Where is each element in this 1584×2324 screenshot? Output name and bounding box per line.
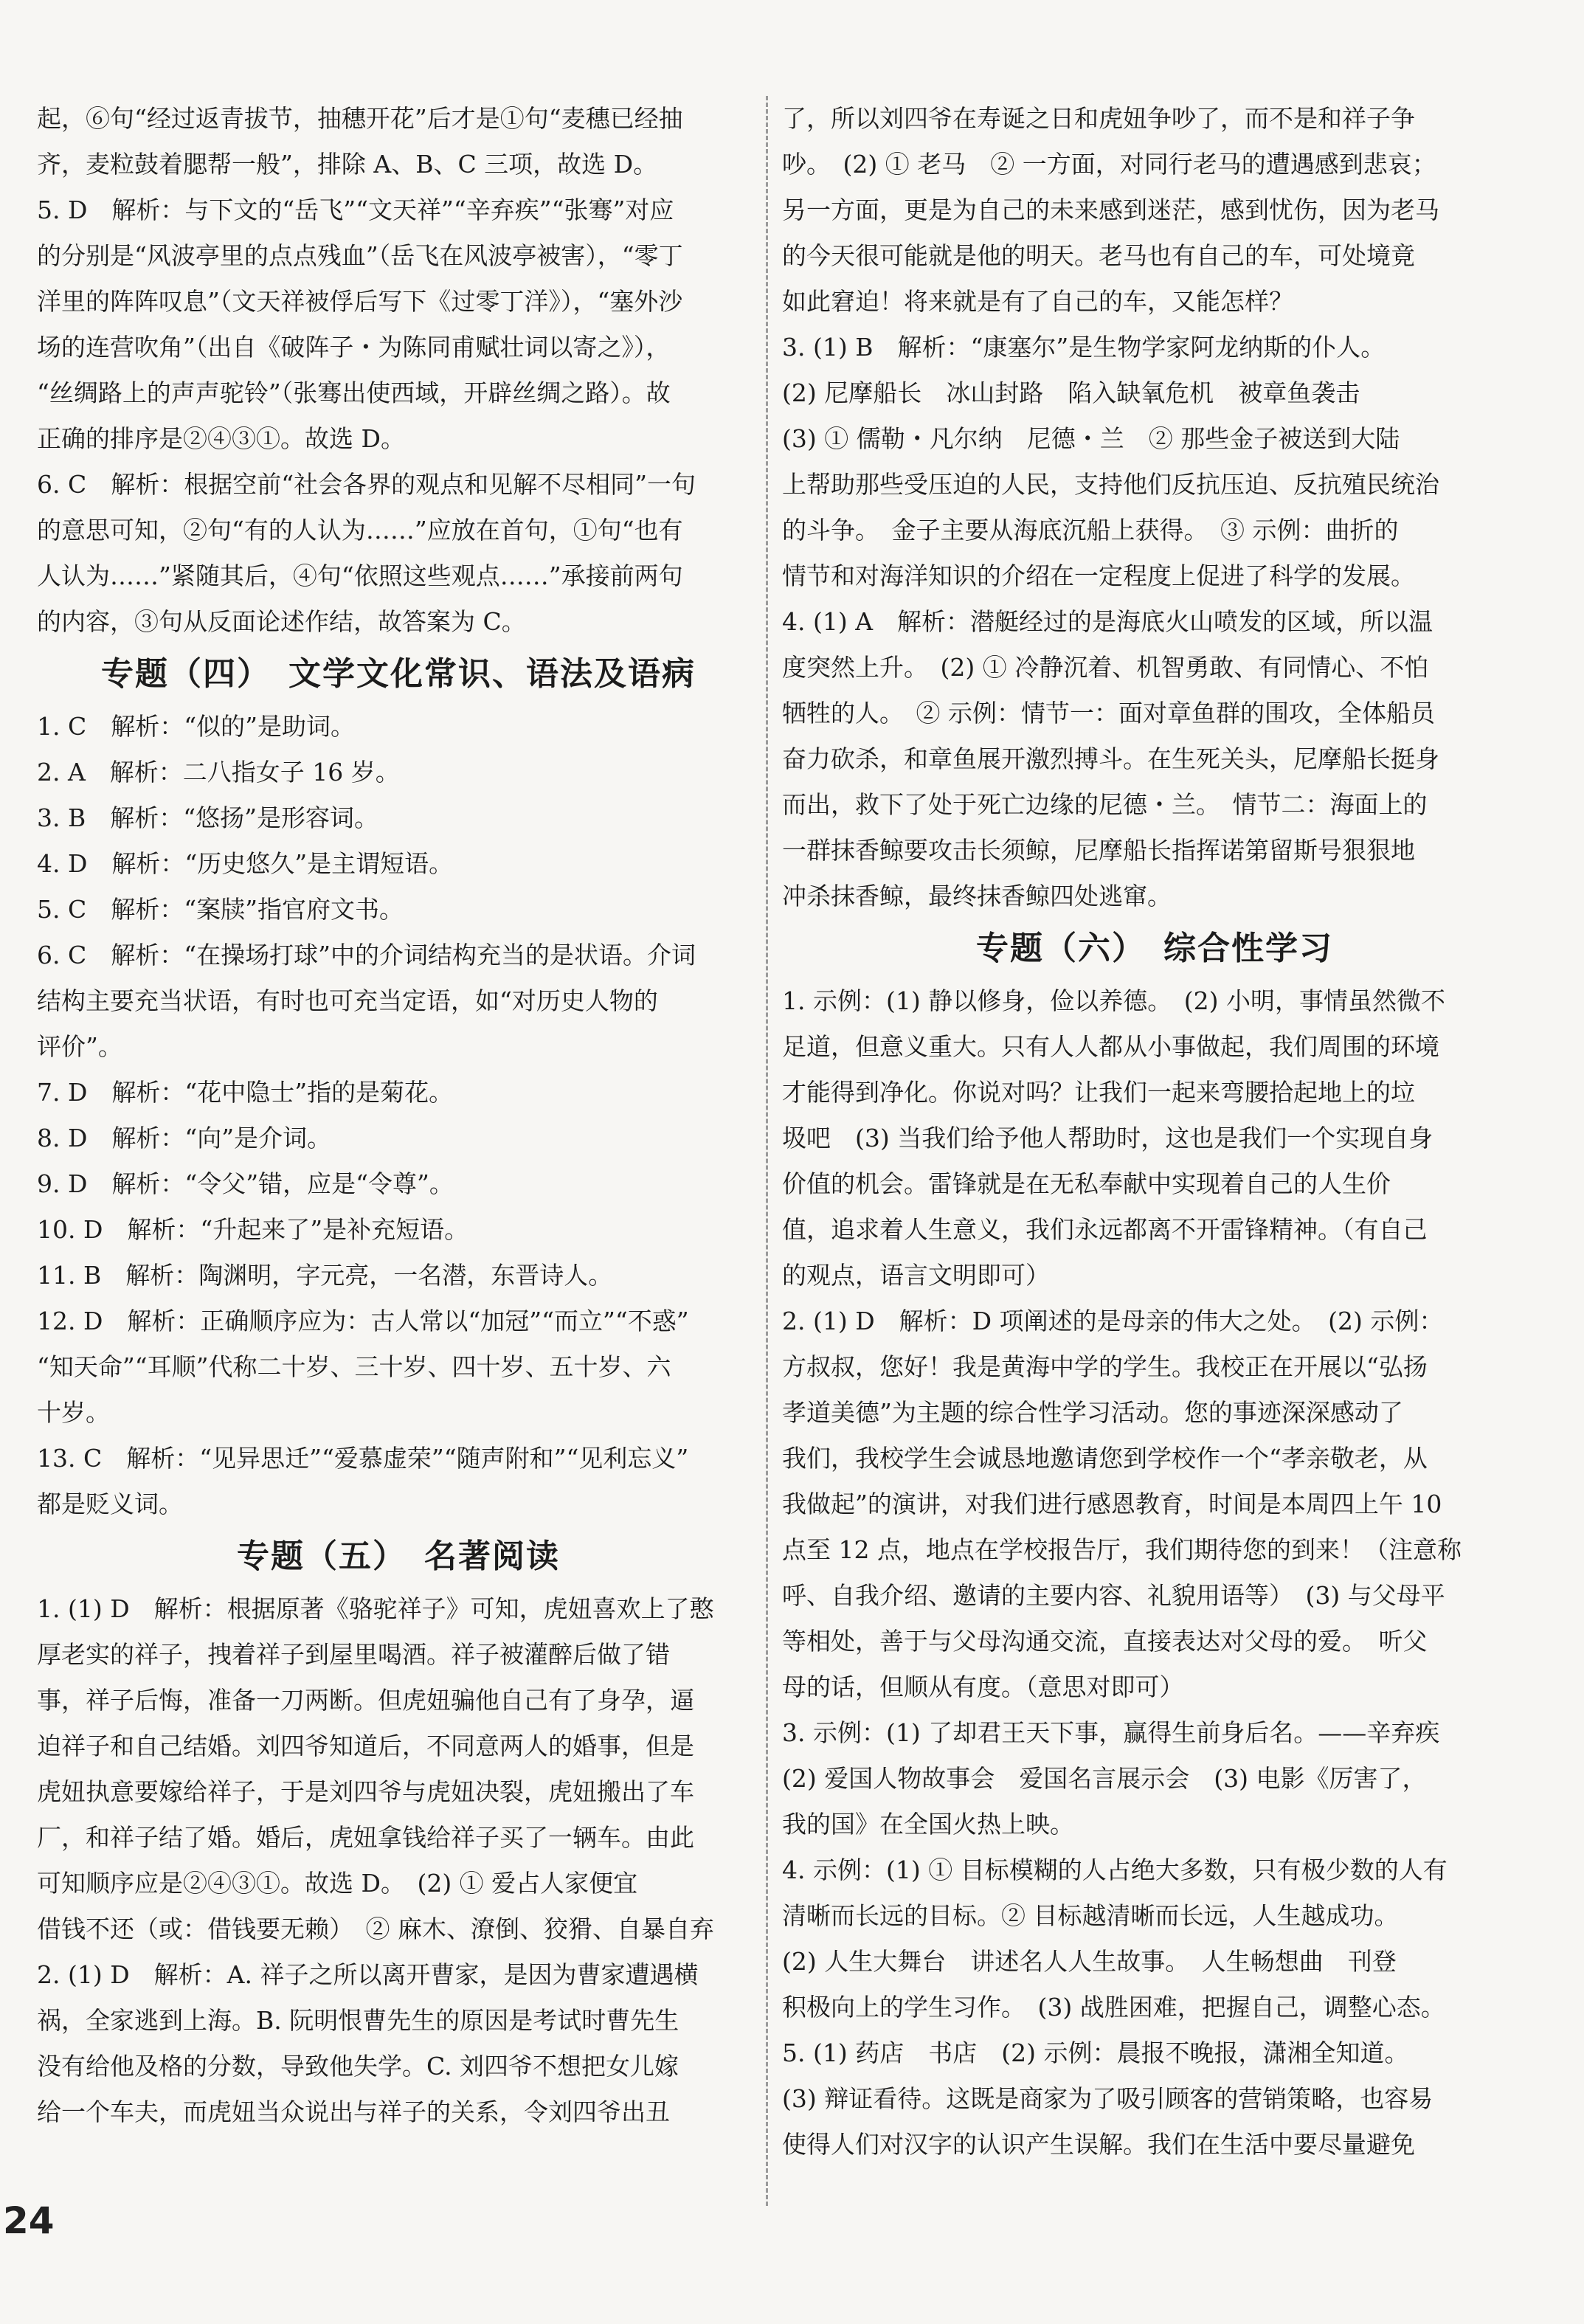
text-line: 的分别是“风波亭里的点点残血”（岳飞在风波亭被害），“零丁 bbox=[37, 241, 683, 270]
text-line: 5. D 解析：与下文的“岳飞”“文天祥”“辛弃疾”“张骞”对应 bbox=[37, 196, 674, 224]
column-divider bbox=[766, 96, 768, 2206]
text-line: 积极向上的学生习作。 (3) 战胜困难，把握自己，调整心态。 bbox=[782, 1993, 1445, 2022]
section-heading: 专题（四） 文学文化常识、语法及语病 bbox=[101, 655, 696, 693]
text-line: 7. D 解析：“花中隐士”指的是菊花。 bbox=[37, 1078, 454, 1107]
text-line: 都是贬义词。 bbox=[37, 1490, 183, 1518]
text-line: 1. 示例：(1) 静以修身，俭以养德。 (2) 小明，事情虽然微不 bbox=[782, 986, 1445, 1015]
text-line: 可知顺序应是②④③①。故选 D。 (2) ① 爱占人家便宜 bbox=[37, 1869, 638, 1898]
text-line: 如此窘迫！将来就是有了自己的车，又能怎样？ bbox=[782, 287, 1293, 316]
text-line: “知天命”“耳顺”代称二十岁、三十岁、四十岁、五十岁、六 bbox=[37, 1352, 671, 1381]
text-line: 给一个车夫，而虎妞当众说出与祥子的关系，令刘四爷出丑 bbox=[37, 2098, 670, 2126]
text-line: 厂，和祥子结了婚。婚后，虎妞拿钱给祥子买了一辆车。由此 bbox=[37, 1823, 694, 1852]
page-number: 24 bbox=[3, 2199, 55, 2242]
text-line: 呼、自我介绍、邀请的主要内容、礼貌用语等） (3) 与父母平 bbox=[782, 1581, 1445, 1610]
text-line: 1. (1) D 解析：根据原著《骆驼祥子》可知，虎妞喜欢上了憨 bbox=[37, 1594, 714, 1623]
text-line: 值，追求着人生意义，我们永远都离不开雷锋精神。（有自己 bbox=[782, 1215, 1428, 1244]
text-line: 的斗争。 金子主要从海底沉船上获得。 ③ 示例：曲折的 bbox=[782, 516, 1399, 544]
text-line: 事，祥子后悔，准备一刀两断。但虎妞骗他自己有了身孕，逼 bbox=[37, 1686, 694, 1715]
text-line: 度突然上升。 (2) ① 冷静沉着、机智勇敢、有同情心、不怕 bbox=[782, 653, 1429, 682]
text-line: 方叔叔，您好！我是黄海中学的学生。我校正在开展以“弘扬 bbox=[782, 1352, 1428, 1381]
text-line: 6. C 解析：根据空前“社会各界的观点和见解不尽相同”一句 bbox=[37, 470, 696, 499]
text-line: 的内容，③句从反面论述作结，故答案为 C。 bbox=[37, 607, 526, 636]
text-line: 起，⑥句“经过返青拔节，抽穗开花”后才是①句“麦穗已经抽 bbox=[37, 104, 683, 133]
text-line: 3. (1) B 解析：“康塞尔”是生物学家阿龙纳斯的仆人。 bbox=[782, 333, 1386, 362]
text-line: (2) 人生大舞台 讲述名人人生故事。 人生畅想曲 刊登 bbox=[782, 1947, 1397, 1976]
text-line: 足道，但意义重大。只有人人都从小事做起，我们周围的环境 bbox=[782, 1032, 1439, 1061]
text-line: 了，所以刘四爷在寿诞之日和虎妞争吵了，而不是和祥子争 bbox=[782, 104, 1415, 133]
text-line: 牺牲的人。 ② 示例：情节一：面对章鱼群的围攻，全体船员 bbox=[782, 699, 1435, 727]
text-line: 一群抹香鲸要攻击长须鲸，尼摩船长指挥诺第留斯号狠狠地 bbox=[782, 836, 1415, 865]
text-line: 正确的排序是②④③①。故选 D。 bbox=[37, 424, 405, 453]
text-line: “丝绸路上的声声驼铃”（张骞出使西域，开辟丝绸之路）。故 bbox=[37, 378, 671, 407]
text-line: 虎妞执意要嫁给祥子，于是刘四爷与虎妞决裂，虎妞搬出了车 bbox=[37, 1777, 694, 1806]
text-line: 点至 12 点，地点在学校报告厅，我们期待您的到来！（注意称 bbox=[782, 1535, 1462, 1564]
text-line: 我做起”的演讲，对我们进行感恩教育，时间是本周四上午 10 bbox=[782, 1490, 1442, 1518]
text-line: 我的国》在全国火热上映。 bbox=[782, 1810, 1074, 1839]
text-line: 2. A 解析：二八指女子 16 岁。 bbox=[37, 758, 400, 786]
text-line: 4. D 解析：“历史悠久”是主谓短语。 bbox=[37, 849, 454, 878]
text-line: (2) 爱国人物故事会 爱国名言展示会 (3) 电影《厉害了， bbox=[782, 1764, 1427, 1793]
section-heading: 专题（六） 综合性学习 bbox=[976, 930, 1333, 967]
text-line: 8. D 解析：“向”是介词。 bbox=[37, 1124, 332, 1152]
text-line: 2. (1) D 解析：D 项阐述的是母亲的伟大之处。 (2) 示例： bbox=[782, 1307, 1444, 1335]
text-line: 人认为……”紧随其后，④句“依照这些观点……”承接前两句 bbox=[37, 561, 683, 590]
section-heading: 专题（五） 名著阅读 bbox=[237, 1538, 560, 1575]
text-line: 12. D 解析：正确顺序应为：古人常以“加冠”“而立”“不惑” bbox=[37, 1307, 689, 1335]
text-line: 我们，我校学生会诚恳地邀请您到学校作一个“孝亲敬老，从 bbox=[782, 1444, 1428, 1473]
text-line: 9. D 解析：“令父”错，应是“令尊”。 bbox=[37, 1169, 454, 1198]
text-line: 的意思可知，②句“有的人认为……”应放在首句，①句“也有 bbox=[37, 516, 683, 544]
text-line: 13. C 解析：“见异思迁”“爱慕虚荣”“随声附和”“见利忘义” bbox=[37, 1444, 689, 1473]
text-line: 4. (1) A 解析：潜艇经过的是海底火山喷发的区域，所以温 bbox=[782, 607, 1433, 636]
text-line: 厚老实的祥子，拽着祥子到屋里喝酒。祥子被灌醉后做了错 bbox=[37, 1640, 670, 1669]
text-line: 才能得到净化。你说对吗？让我们一起来弯腰拾起地上的垃 bbox=[782, 1078, 1415, 1107]
text-line: 评价”。 bbox=[37, 1032, 122, 1061]
text-line: 结构主要充当状语，有时也可充当定语，如“对历史人物的 bbox=[37, 986, 658, 1015]
text-line: 圾吧 (3) 当我们给予他人帮助时，这也是我们一个实现自身 bbox=[782, 1124, 1433, 1152]
text-line: 10. D 解析：“升起来了”是补充短语。 bbox=[37, 1215, 469, 1244]
text-line: 2. (1) D 解析：A. 祥子之所以离开曹家，是因为曹家遭遇横 bbox=[37, 1960, 699, 1989]
right-column bbox=[782, 96, 1527, 2168]
text-line: (3) 辩证看待。这既是商家为了吸引顾客的营销策略，也容易 bbox=[782, 2084, 1433, 2113]
text-line: 使得人们对汉字的认识产生误解。我们在生活中要尽量避免 bbox=[782, 2130, 1415, 2159]
text-line: 5. (1) 药店 书店 (2) 示例：晨报不晚报，潇湘全知道。 bbox=[782, 2038, 1409, 2067]
text-line: 迫祥子和自己结婚。刘四爷知道后，不同意两人的婚事，但是 bbox=[37, 1732, 694, 1760]
text-line: 冲杀抹香鲸，最终抹香鲸四处逃窜。 bbox=[782, 882, 1172, 910]
text-line: 11. B 解析：陶渊明，字元亮，一名潜，东晋诗人。 bbox=[37, 1261, 613, 1290]
text-line: 另一方面，更是为自己的未来感到迷茫，感到忧伤，因为老马 bbox=[782, 196, 1439, 224]
text-line: 母的话，但顺从有度。（意思对即可） bbox=[782, 1673, 1184, 1701]
text-line: 洋里的阵阵叹息”（文天祥被俘后写下《过零丁洋》），“塞外沙 bbox=[37, 287, 683, 316]
text-line: 1. C 解析：“似的”是助词。 bbox=[37, 712, 355, 741]
text-line: 清晰而长远的目标。② 目标越清晰而长远，人生越成功。 bbox=[782, 1901, 1399, 1930]
text-line: 3. B 解析：“悠扬”是形容词。 bbox=[37, 803, 378, 832]
text-line: 的观点，语言文明即可） bbox=[782, 1261, 1050, 1290]
text-line: 孝道美德”为主题的综合性学习活动。您的事迹深深感动了 bbox=[782, 1398, 1403, 1427]
text-line: 上帮助那些受压迫的人民，支持他们反抗压迫、反抗殖民统治 bbox=[782, 470, 1439, 499]
text-line: 十岁。 bbox=[37, 1398, 110, 1427]
text-line: (3) ① 儒勒・凡尔纳 尼德・兰 ② 那些金子被送到大陆 bbox=[782, 424, 1400, 453]
text-line: 等相处，善于与父母沟通交流，直接表达对父母的爱。 听父 bbox=[782, 1627, 1428, 1656]
text-line: 6. C 解析：“在操场打球”中的介词结构充当的是状语。介词 bbox=[37, 941, 696, 969]
text-line: 的今天很可能就是他的明天。老马也有自己的车，可处境竟 bbox=[782, 241, 1415, 270]
text-line: 4. 示例：(1) ① 目标模糊的人占绝大多数，只有极少数的人有 bbox=[782, 1856, 1448, 1884]
text-line: 齐，麦粒鼓着腮帮一般”，排除 A、B、C 三项，故选 D。 bbox=[37, 150, 658, 179]
text-line: 吵。 (2) ① 老马 ② 一方面，对同行老马的遭遇感到悲哀； bbox=[782, 150, 1436, 179]
text-line: 场的连营吹角”（出自《破阵子・为陈同甫赋壮词以寄之》）， bbox=[37, 333, 671, 362]
text-line: 祸，全家逃到上海。B. 阮明恨曹先生的原因是考试时曹先生 bbox=[37, 2006, 679, 2035]
text-line: 奋力砍杀，和章鱼展开激烈搏斗。在生死关头，尼摩船长挺身 bbox=[782, 744, 1439, 773]
text-line: 借钱不还（或：借钱要无赖） ② 麻木、潦倒、狡猾、自暴自弃 bbox=[37, 1915, 714, 1943]
text-line: 5. C 解析：“案牍”指官府文书。 bbox=[37, 895, 404, 924]
text-line: 3. 示例：(1) 了却君王天下事，赢得生前身后名。——辛弃疾 bbox=[782, 1718, 1440, 1747]
text-line: 没有给他及格的分数，导致他失学。C. 刘四爷不想把女儿嫁 bbox=[37, 2052, 679, 2081]
text-line: 价值的机会。雷锋就是在无私奉献中实现着自己的人生价 bbox=[782, 1169, 1391, 1198]
text-line: (2) 尼摩船长 冰山封路 陷入缺氧危机 被章鱼袭击 bbox=[782, 378, 1360, 407]
text-line: 而出，救下了处于死亡边缘的尼德・兰。 情节二：海面上的 bbox=[782, 790, 1428, 819]
text-line: 情节和对海洋知识的介绍在一定程度上促进了科学的发展。 bbox=[782, 561, 1415, 590]
left-column bbox=[37, 96, 760, 2135]
